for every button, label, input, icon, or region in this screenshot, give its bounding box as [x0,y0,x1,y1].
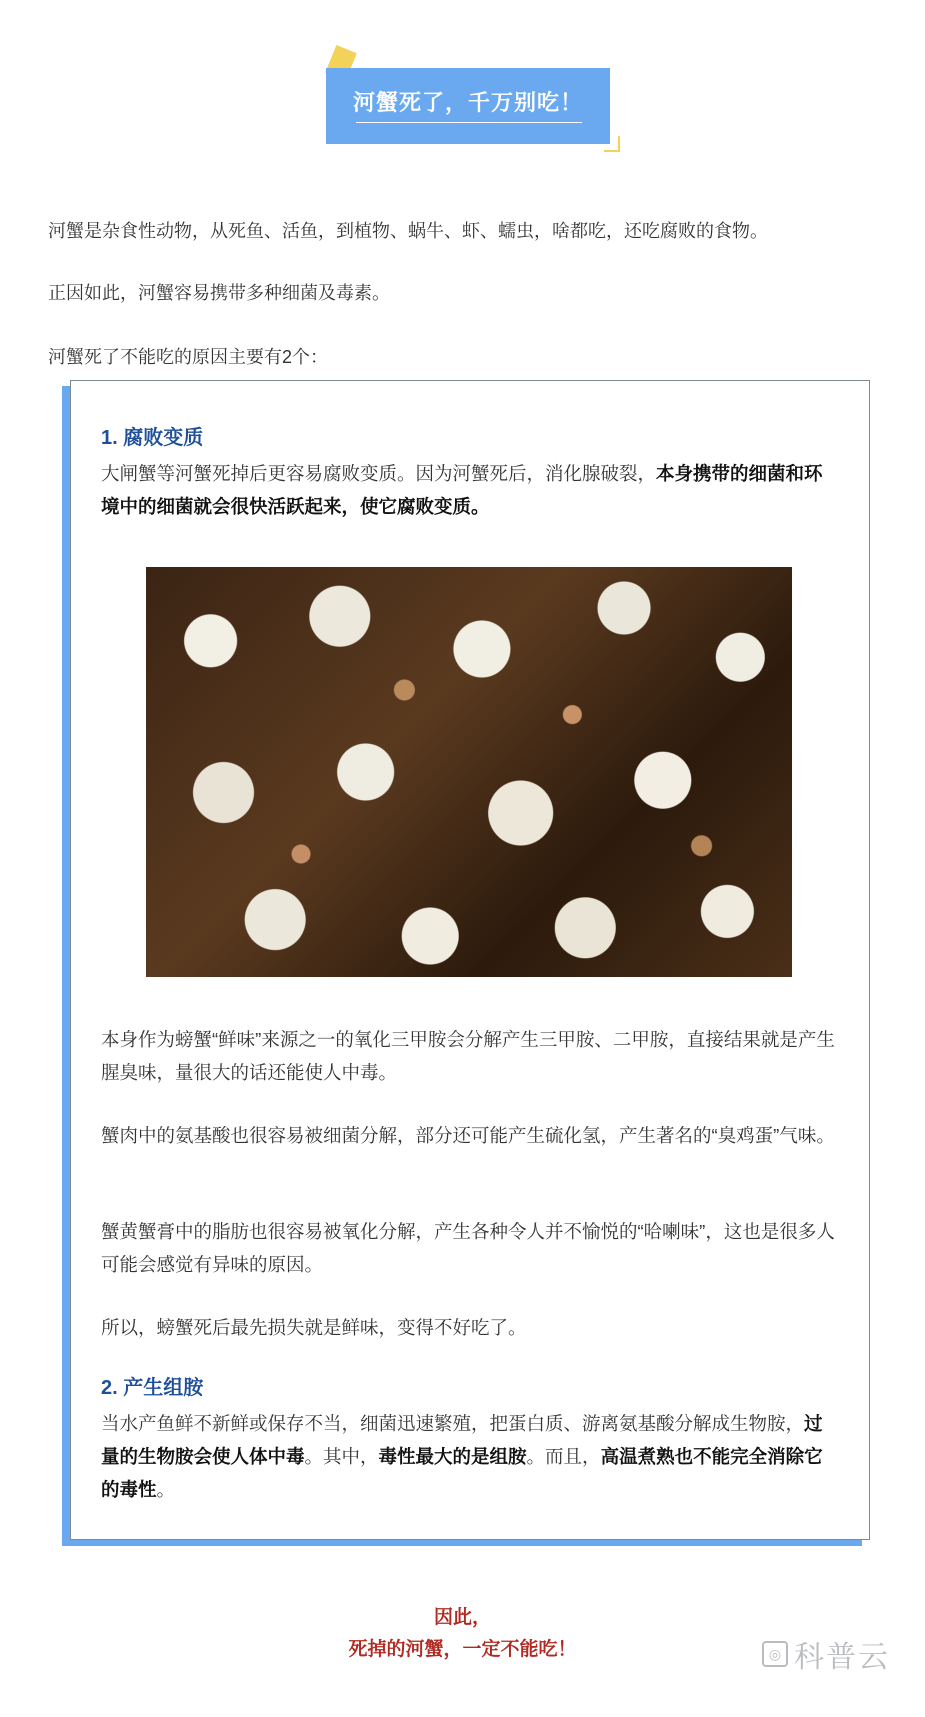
section-1-paragraph-4: 蟹黄蟹膏中的脂肪也很容易被氧化分解，产生各种令人并不愉悦的“哈喇味”，这也是很多人可能会感觉有异味的原因。 [101,1221,835,1275]
s2-text-2: 。其中， [304,1446,379,1467]
s2-bold-2: 毒性最大的是组胺 [378,1446,527,1467]
s2-text-1: 当水产鱼鲜不新鲜或保存不当，细菌迅速繁殖，把蛋白质、游离氨基酸分解成生物胺， [101,1413,805,1434]
decor-corner-bracket [604,136,620,152]
section-1-p1-text: 大闸蟹等河蟹死掉后更容易腐败变质。因为河蟹死后，消化腺破裂， [101,463,657,484]
section-1-paragraph-3: 蟹肉中的氨基酸也很容易被细菌分解，部分还可能产生硫化氢，产生著名的“臭鸡蛋”气味。 [101,1125,835,1146]
title-underline [356,122,582,123]
intro-paragraph-3: 河蟹死了不能吃的原因主要有2个： [48,347,329,367]
section-1-paragraph-5: 所以，螃蟹死后最先损失就是鲜味，变得不好吃了。 [101,1317,527,1338]
section-1-p1-bold: 本身携带的细菌和环境中的细菌就会很快活跃起来，使它腐败变质。 [101,463,823,517]
intro-paragraph-1: 河蟹是杂食性动物，从死鱼、活鱼，到植物、蜗牛、虾、蠕虫，啥都吃，还吃腐败的食物。 [48,221,768,241]
section-1-heading: 1. 腐败变质 [101,427,204,449]
section-1-paragraph-2: 本身作为螃蟹“鲜味”来源之一的氧化三甲胺会分解产生三甲胺、二甲胺，直接结果就是产生腥臭味，量很大的话还能使人中毒。 [101,1029,835,1083]
section-2-paragraph [101,1407,841,1506]
watermark-text: 科普云 [794,1640,890,1675]
spiral-logo-icon: ◎ [762,1641,788,1667]
intro-paragraph-2: 正因如此，河蟹容易携带多种细菌及毒素。 [48,283,390,303]
conclusion-line-2: 死掉的河蟹，一定不能吃！ [348,1639,577,1660]
title-box [326,68,610,144]
section-1-paragraph-1 [101,457,841,523]
reasons-card [70,380,870,1540]
s2-text-4: 。 [156,1479,176,1500]
s2-bold-1: 过量的生物胺会使人体中毒 [101,1413,823,1467]
page-title: 河蟹死了，千万别吃！ [352,90,583,115]
section-2-heading: 2. 产生组胺 [101,1377,204,1399]
watermark [762,1632,890,1676]
title-banner [326,68,610,144]
crabs-photo [146,567,792,977]
s2-text-3: 。而且， [526,1446,601,1467]
s2-bold-3: 高温煮熟也不能完全消除它的毒性 [101,1446,823,1500]
conclusion-line-1: 因此， [433,1607,491,1628]
